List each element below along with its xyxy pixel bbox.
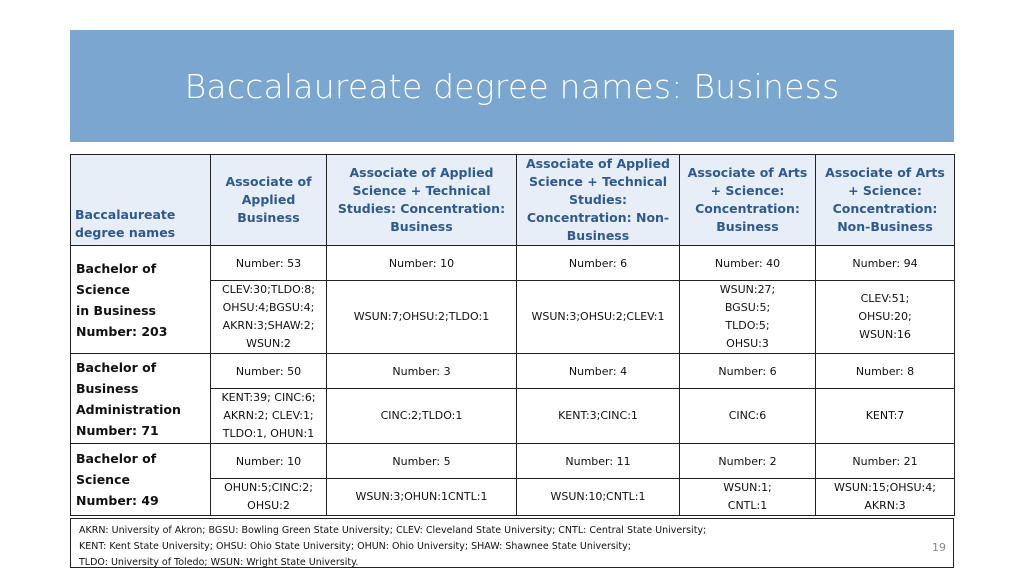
table-row: [71, 354, 955, 389]
institutions-cell: KENT:39; CINC:6; AKRN:2; CLEV:1; TLDO:1, OHUN:1: [211, 389, 327, 444]
count-cell: Number: 10: [327, 246, 517, 281]
footnote-line: AKRN: University of Akron; BGSU: Bowling Green State University; CLEV: Cleveland State University; CNTL: Central State University;: [79, 525, 707, 536]
count-cell: Number: 5: [327, 444, 517, 479]
table-row: [71, 444, 955, 479]
row-label-line: Number: 203: [76, 323, 168, 339]
institutions-cell: WSUN:10;CNTL:1: [517, 479, 680, 516]
count-cell: Number: 94: [816, 246, 955, 281]
corner-header: Baccalaureate degree names: [71, 155, 211, 246]
col-header: Associate of Applied Business: [211, 155, 327, 246]
institutions-cell: CLEV:30;TLDO:8; OHSU:4;BGSU:4; AKRN:3;SHAW:2; WSUN:2: [211, 281, 327, 354]
institutions-cell: CINC:2;TLDO:1: [327, 389, 517, 444]
institutions-cell: WSUN:1; CNTL:1: [680, 479, 816, 516]
count-cell: Number: 6: [517, 246, 680, 281]
row-label-line: Bachelor of Science: [76, 260, 157, 297]
count-cell: Number: 50: [211, 354, 327, 389]
footnote-line: TLDO: University of Toledo; WSUN: Wright State University.: [79, 557, 359, 568]
row-label-line: Bachelor of Science: [76, 451, 157, 487]
count-cell: Number: 10: [211, 444, 327, 479]
row-label-line: in Business: [76, 302, 156, 318]
institutions-cell: WSUN:15;OHSU:4; AKRN:3: [816, 479, 955, 516]
institutions-cell: CINC:6: [680, 389, 816, 444]
row-label-line: Number: 49: [76, 493, 159, 508]
institutions-cell: OHUN:5;CINC:2; OHSU:2: [211, 479, 327, 516]
col-header: Associate of Arts + Science: Concentration: Business: [680, 155, 816, 246]
institutions-cell: WSUN:27; BGSU:5; TLDO:5; OHSU:3: [680, 281, 816, 354]
count-cell: Number: 8: [816, 354, 955, 389]
institutions-cell: KENT:7: [816, 389, 955, 444]
institutions-cell: WSUN:3;OHUN:1CNTL:1: [327, 479, 517, 516]
institutions-cell: KENT:3;CINC:1: [517, 389, 680, 444]
col-header: Associate of Arts + Science: Concentration: Non-Business: [816, 155, 955, 246]
institutions-cell: CLEV:51; OHSU:20; WSUN:16: [816, 281, 955, 354]
row-label: [71, 354, 211, 444]
count-cell: Number: 53: [211, 246, 327, 281]
count-cell: Number: 40: [680, 246, 816, 281]
count-cell: Number: 6: [680, 354, 816, 389]
table-header-row: [71, 155, 955, 246]
institutions-cell: WSUN:7;OHSU:2;TLDO:1: [327, 281, 517, 354]
institutions-cell: WSUN:3;OHSU:2;CLEV:1: [517, 281, 680, 354]
table-row: [71, 246, 955, 281]
slide-title: Baccalaureate degree names: Business: [184, 66, 840, 106]
row-label: [71, 246, 211, 354]
footnote-line: KENT: Kent State University; OHSU: Ohio State University; OHUN: Ohio University; SHAW: Shawnee State University;: [79, 541, 631, 552]
count-cell: Number: 11: [517, 444, 680, 479]
count-cell: Number: 2: [680, 444, 816, 479]
col-header: Associate of Applied Science + Technical Studies: Concentration: Non-Business: [517, 155, 680, 246]
title-banner: [70, 30, 954, 142]
degree-table: [70, 154, 954, 516]
col-header: Associate of Applied Science + Technical Studies: Concentration: Business: [327, 155, 517, 246]
count-cell: Number: 4: [517, 354, 680, 389]
row-label-line: Bachelor of Business: [76, 359, 157, 396]
row-label-line: Administration: [76, 401, 181, 417]
row-label: [71, 444, 211, 516]
row-label-line: Number: 71: [76, 422, 159, 438]
footnote-box: [70, 518, 954, 568]
count-cell: Number: 21: [816, 444, 955, 479]
page-number: 19: [932, 541, 946, 554]
count-cell: Number: 3: [327, 354, 517, 389]
